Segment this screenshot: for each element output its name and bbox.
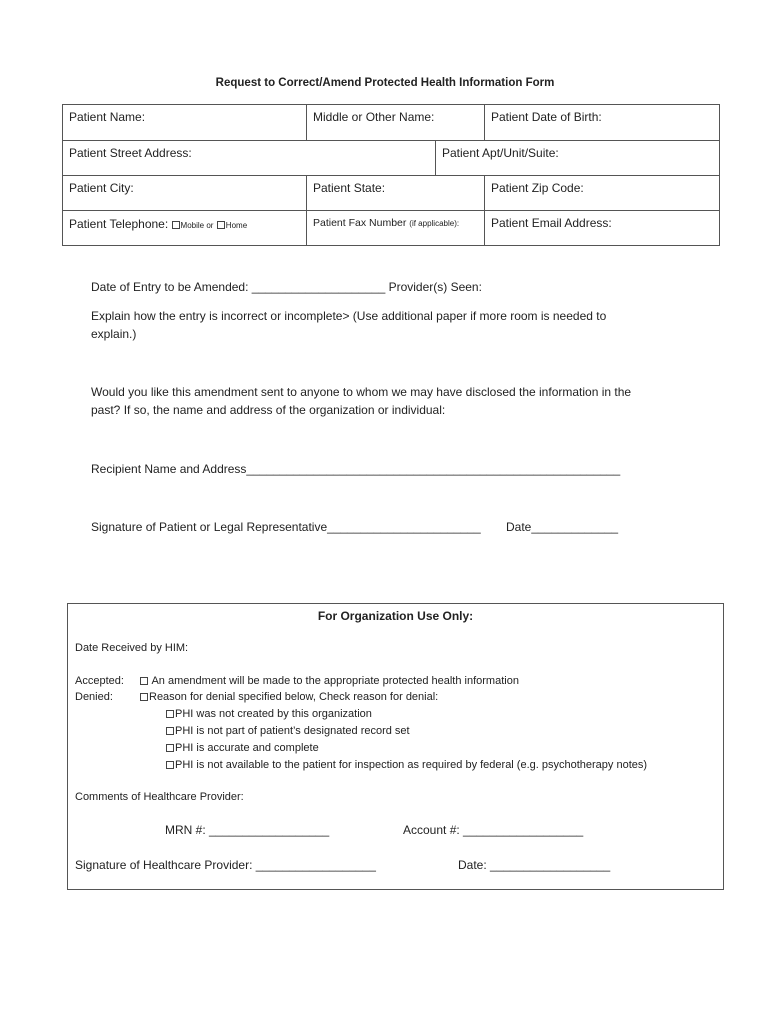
denied-option: Reason for denial specified below, Check reason for denial: <box>140 691 438 703</box>
street-address-field[interactable]: Patient Street Address: <box>69 146 192 160</box>
provider-date-line[interactable]: Date: __________________ <box>458 858 611 872</box>
organization-use-box <box>67 603 724 890</box>
denied-checkbox[interactable] <box>140 693 148 701</box>
comments-label: Comments of Healthcare Provider: <box>75 791 244 803</box>
reason-option: PHI is not part of patient’s designated record set <box>166 725 410 737</box>
middle-name-field[interactable]: Middle or Other Name: <box>306 105 484 140</box>
accepted-option: An amendment will be made to the appropriate protected health information <box>140 675 519 687</box>
reason-checkbox[interactable] <box>166 727 174 735</box>
reason-option: PHI is accurate and complete <box>166 742 319 754</box>
row-address <box>63 140 719 175</box>
mobile-checkbox[interactable] <box>172 221 180 229</box>
state-field[interactable]: Patient State: <box>306 176 484 210</box>
zip-field[interactable]: Patient Zip Code: <box>484 176 719 210</box>
recipient-line[interactable]: Recipient Name and Address________________________________________________________ <box>91 462 621 476</box>
org-section-title: For Organization Use Only: <box>317 609 474 623</box>
dob-field[interactable]: Patient Date of Birth: <box>484 105 719 140</box>
patient-info-table <box>62 104 720 246</box>
apt-field[interactable]: Patient Apt/Unit/Suite: <box>435 141 719 175</box>
patient-date-line[interactable]: Date_____________ <box>506 520 619 534</box>
email-field[interactable]: Patient Email Address: <box>484 211 719 245</box>
reason-option: PHI is not available to the patient for inspection as required by federal (e.g. psychotherapy notes) <box>166 759 647 771</box>
patient-name-field[interactable]: Patient Name: <box>69 110 146 124</box>
date-of-entry-line[interactable]: Date of Entry to be Amended: ____________________ Provider(s) Seen: <box>91 280 482 294</box>
reason-checkbox[interactable] <box>166 710 174 718</box>
city-field[interactable]: Patient City: <box>69 181 134 195</box>
mrn-line[interactable]: MRN #: __________________ <box>165 823 330 837</box>
reason-checkbox[interactable] <box>166 761 174 769</box>
accepted-checkbox[interactable] <box>140 677 148 685</box>
row-city <box>63 175 719 210</box>
reason-checkbox[interactable] <box>166 744 174 752</box>
row-contact <box>63 210 719 245</box>
explain-instructions: Explain how the entry is incorrect or incomplete> (Use additional paper if more room is needed to explain.) <box>91 309 607 341</box>
patient-signature-line[interactable]: Signature of Patient or Legal Representative_______________________ <box>91 520 481 534</box>
disclosure-question: Would you like this amendment sent to anyone to whom we may have disclosed the information in the past? If so, the name and address of the organization or individual: <box>91 385 632 417</box>
reason-option: PHI was not created by this organization <box>166 708 372 720</box>
date-received-label: Date Received by HIM: <box>75 642 189 654</box>
telephone-field[interactable]: Patient Telephone: Mobile or Home <box>69 217 248 231</box>
account-line[interactable]: Account #: __________________ <box>403 823 584 837</box>
denied-label: Denied: <box>75 691 113 703</box>
accepted-label: Accepted: <box>75 675 124 687</box>
row-name <box>63 105 719 140</box>
provider-signature-line[interactable]: Signature of Healthcare Provider: __________________ <box>75 858 376 872</box>
form-title: Request to Correct/Amend Protected Health Information Form <box>215 77 555 89</box>
home-checkbox[interactable] <box>217 221 225 229</box>
fax-field[interactable]: Patient Fax Number (if applicable): <box>306 211 484 245</box>
